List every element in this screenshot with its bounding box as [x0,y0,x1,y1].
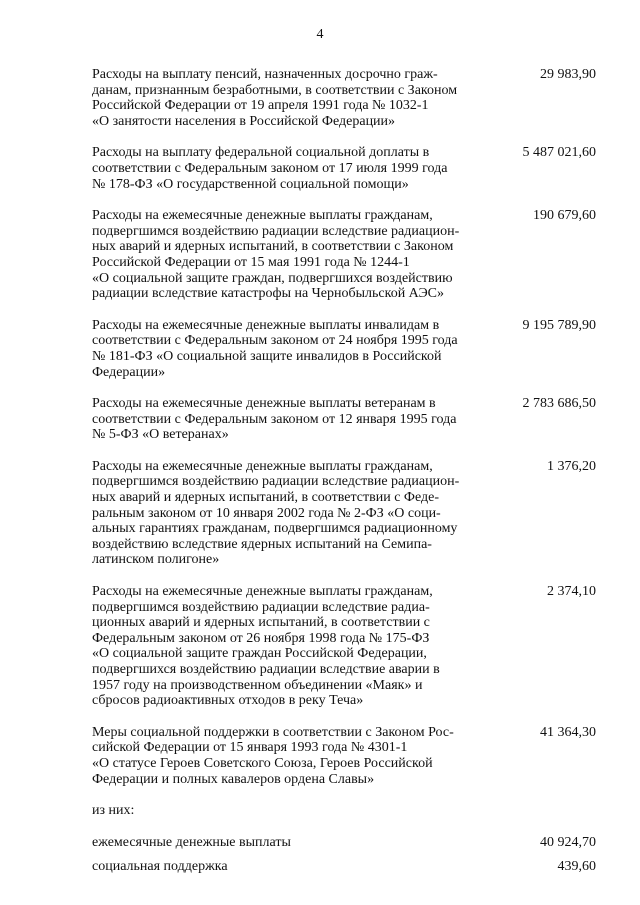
expense-row [92,396,598,443]
sub-items-label: из них: [92,803,135,819]
expense-row [92,725,598,787]
expense-description: Расходы на выплату федеральной социальной доплаты в соответствии с Федеральным законом от 17 июля 1999 года № 178-ФЗ «О государственной социальной помощи» [92,145,448,192]
expense-description: Расходы на ежемесячные денежные выплаты гражданам, подвергшимся воздействию радиации вследствие радиацион- ных аварий и ядерных испытаний, в соответствии с Законом Российской Федерации от 15 мая 1991 года № 1244-1 «О социальной защите граждан, подвергшихся воздействию радиации вследствие катастрофы на Чернобыльской АЭС» [92,208,460,302]
expense-description: Расходы на ежемесячные денежные выплаты гражданам, подвергшимся воздействию радиации вследствие радиа- ционных аварий и ядерных испытаний, в соответствии с Федеральным законом от 26 ноября 1998 года № 175-ФЗ «О социальной защите граждан Российской Федерации, подвергшихся воздействию радиации вследствие аварии в 1957 году на производственном объединении «Маяк» и сбросов радиоактивных отходов в реку Теча» [92,584,440,709]
expense-description: Расходы на выплату пенсий, назначенных досрочно граж- данам, признанным безработными, в соответствии с Законом Российской Федерации от 19 апреля 1991 года № 1032-1 «О занятости населения в Российской Федерации» [92,67,458,129]
expense-description: Расходы на ежемесячные денежные выплаты инвалидам в соответствии с Федеральным законом от 24 ноября 1995 года № 181-ФЗ «О социальной защите инвалидов в Российской Федерации» [92,317,458,380]
expense-description: Меры социальной поддержки в соответствии с Законом Рос- сийской Федерации от 15 января 1993 года № 4301-1 «О статусе Героев Советского Союза, Героев Российской Федерации и полных кавалеров ордена Славы» [92,724,454,787]
expense-amount: 41 364,30 [540,724,596,740]
sub-expense-amount: 439,60 [557,859,596,875]
expense-row [92,145,598,192]
expense-amount: 190 679,60 [533,208,596,224]
page-number: 4 [316,27,324,42]
expense-amount: 29 983,90 [540,67,596,82]
expense-row [92,318,598,380]
sub-expense-amount: 40 924,70 [540,834,596,850]
expense-description: Расходы на ежемесячные денежные выплаты гражданам, подвергшимся воздействию радиации вследствие радиацион- ных аварий и ядерных испытаний, в соответствии с Феде- ральным законом от 10 января 2002 года № 2-ФЗ «О соци- альных гарантиях гражданам, подвергшимся радиационному воздействию вследствие ядерных испытаний на Семипа- латинском полигоне» [92,458,460,568]
expense-amount: 9 195 789,90 [522,317,596,333]
expense-amount: 2 374,10 [547,584,596,600]
sub-expense-row [92,835,598,851]
expense-amount: 1 376,20 [547,458,596,474]
expense-row [92,67,598,129]
expense-amount: 2 783 686,50 [522,396,596,412]
expense-amount: 5 487 021,60 [522,145,596,161]
expense-row [92,459,598,568]
sub-expense-row [92,859,598,875]
sub-expense-description: социальная поддержка [92,859,228,875]
expense-row [92,208,598,302]
sub-expense-description: ежемесячные денежные выплаты [92,834,291,850]
expense-list [92,67,598,875]
expense-description: Расходы на ежемесячные денежные выплаты ветеранам в соответствии с Федеральным законом от 12 января 1995 года № 5-ФЗ «О ветеранах» [92,396,457,443]
expense-row [92,584,598,709]
